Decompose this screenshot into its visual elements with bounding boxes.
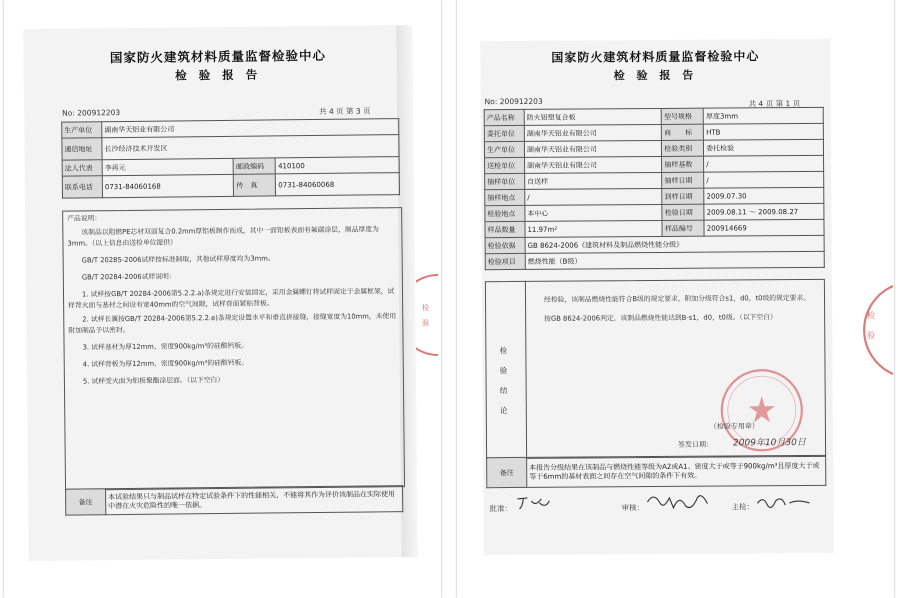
report-page-1 [480,39,834,555]
description-line: GB/T 20284-2006试样说明： [81,272,176,282]
sample-no-label: 样品编号 [662,220,704,236]
legal-label: 法人代表 [62,160,102,176]
sampler-value: 自送样 [525,172,662,189]
postcode-label: 邮政编码 [234,158,276,174]
postcode-value: 410100 [275,157,399,174]
description-line: 2. 试样长翼按GB/T 20284-2006第5.2.2.e)条规定设置水平和垂直拼接缝，接缝宽度为10mm，未使用附加制品予以密封。 [68,312,397,335]
client-value: 湖南华天铝业有限公司 [524,124,661,141]
approve-signature-icon [513,493,553,513]
client-label: 委托单位 [484,125,524,141]
sender-value: 湖南华天铝业有限公司 [524,156,661,173]
product-description [67,210,397,390]
table-row [485,251,824,269]
arrival-value: 2009.07.30 [704,187,824,204]
test-place-label: 检验地点 [485,205,525,221]
conclusion-line: 经检验，该制品燃烧性能符合B级的规定要求，附加分级符合s1，d0，t0级的规定要求。 [543,293,811,304]
page-info: 共 4 页 第 1 页 [748,98,801,109]
basis-value: GB 8624-2006《建筑材料及制品燃烧性能分级》 [525,235,824,253]
sampler-label: 抽样单位 [485,173,525,189]
remark-table [486,455,826,488]
approve-signature: 批准： [489,504,513,514]
stamp-label: （检验专用章） [709,422,759,431]
svg-text:验: 验 [867,331,875,340]
conclusion-line: 按GB 8624-2006判定，该制品燃烧性能达到B-s1，d0，t0级。（以下空白） [544,313,777,323]
item-value: 燃烧性能（B级） [525,251,824,269]
item-label: 检验项目 [485,253,525,269]
brand-value: HTB [703,123,823,140]
address-value: 长沙经济技术开发区 [102,135,399,160]
doc-title: 检 验 报 告 [613,68,698,83]
report-page-3 [23,25,418,561]
report-number: No: 200912203 [484,96,543,107]
test-date-value: 2009.08.11 ～ 2009.08.27 [704,203,824,220]
issue-date-label: 签发日期： [678,440,714,449]
report-page-3-frame [4,0,441,598]
category-value: 委托检验 [704,139,824,156]
base-value: / [704,155,824,172]
seal-partial-icon [853,280,893,380]
sample-place-label: 抽样地点 [485,189,525,205]
qty-label: 样品数量 [485,221,525,237]
basis-label: 检验依据 [485,237,525,253]
description-line: 5. 试样受火面为铝板聚酯涂层面。（以下空白） [82,375,225,386]
sender-label: 送检单位 [485,157,525,173]
remark-label: 备注 [66,489,106,515]
check-signature: 主检： [731,502,754,512]
model-value: 厚度3mm [703,107,823,124]
report-page-1-frame [457,0,894,598]
description-line: 该制品以阻燃PE芯材双面复合0.2mm厚铝板制作而成，其中一面铝板表面有氟碳涂层，制品厚度为3mm。（以上信息由送检单位提供） [67,225,379,248]
description-line: 1. 试样按GB/T 20284-2006第5.2.2.a)条规定进行安装固定，采用金属螺钉将试样固定于金属框架，试样背火面与基材之间设有宽40mm的空气间隙，试样背面紧贴背板。 [68,287,395,310]
review-signature: 审核： [621,503,645,513]
test-place-value: 本中心 [525,204,662,221]
category-label: 检验类别 [662,140,704,156]
page-info: 共 4 页 第 3 页 [319,106,371,116]
sample-no-value: 200914669 [704,219,824,236]
svg-text:检: 检 [867,311,875,320]
org-title: 国家防火建筑材料质量监督检验中心 [109,47,327,66]
producer-label: 生产单位 [484,141,524,157]
table-row [66,486,403,516]
info-table [61,118,400,199]
sample-place-value: / [525,188,662,205]
remark-text: 本报告分级结果在该制品与燃烧性能等级为A2或A1、密度大于或等于900kg/m³且厚度大于或等于6mm的基材表面之间存在空气间隙的条件下有效。 [527,455,826,487]
svg-text:验: 验 [422,319,429,327]
sampler2-label: 抽样日期 [662,172,704,188]
stamp-date: 2009年10月30日 [732,437,806,449]
test-date-label: 检验日期 [662,204,704,220]
fax-label: 传 真 [234,174,276,196]
description-line: 4. 试样背板为厚12mm、密度900kg/m³的硅酸钙板。 [82,358,249,369]
description-line: GB/T 20285-2006试样按标准制取，其他试样厚度均为3mm。 [81,254,275,265]
description-line: 3. 试样基材为厚12mm、密度900kg/m³的硅酸钙板。 [82,341,248,352]
table-row [487,455,826,487]
qty-value: 11.97m² [525,220,662,237]
producer-value: 湖南华天铝业有限公司 [524,140,661,157]
product-value: 防火铝塑复合板 [524,108,661,125]
doc-title: 检 验 报 告 [175,67,262,83]
base-label: 抽样基数 [662,156,704,172]
remark-table [65,485,403,516]
check-signature-icon [753,491,813,513]
producer-label: 生产单位 [62,122,102,138]
svg-text:检: 检 [422,304,429,312]
remark-label: 备注 [487,457,527,487]
info-table [484,107,825,270]
report-number: No: 200912203 [62,108,121,118]
org-title: 国家防火建筑材料质量监督检验中心 [551,49,760,65]
remark-text: 本试验结果只与制品试样在特定试验条件下的性能相关，不能将其作为评价该制品在实际使用中潜在火灾危险性的唯一依据。 [105,486,402,515]
seal-partial-icon [416,270,438,360]
product-label: 产品名称 [484,109,524,125]
conclusion-text [530,293,818,328]
conclusion-label: 检 验 结 论 [499,346,508,416]
review-signature-icon [643,488,713,516]
arrival-label: 到样日期 [662,188,704,204]
phone-label: 联系电话 [62,176,102,198]
sampler2-value: / [704,171,824,188]
table-row [62,173,399,199]
brand-label: 商 标 [662,124,704,140]
address-label: 通信地址 [62,138,102,160]
legal-value: 李再元 [102,158,234,175]
fax-value: 0731-84060068 [276,173,400,196]
phone-value: 0731-84060168 [102,174,234,197]
model-label: 型号规格 [661,108,703,124]
producer-value: 湖南华天铝业有限公司 [102,119,399,138]
description-title: 产品说明： [67,214,102,223]
